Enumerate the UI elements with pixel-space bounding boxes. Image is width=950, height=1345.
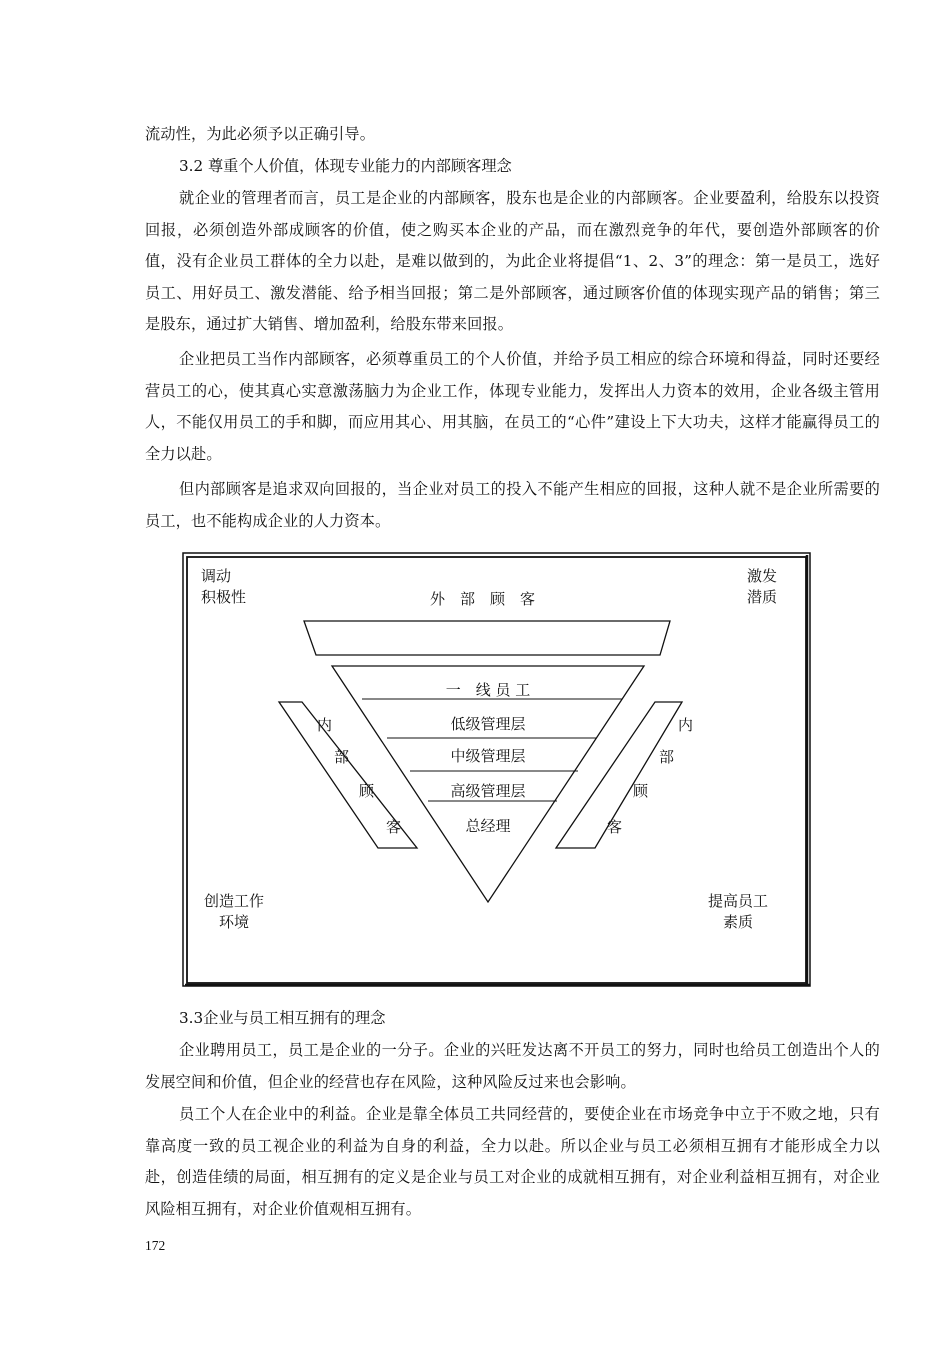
internal-customer-diagram xyxy=(182,552,812,988)
corner-label-bottom-right: 提高员工 素质 xyxy=(707,892,768,931)
paragraph-internal-customer: 就企业的管理者而言，员工是企业的内部顾客，股东也是企业的内部顾客。企业要盈利，给股东以投资回报，必须创造外部成顾客的价值，使之购买本企业的产品，而在激烈竞争的年代，要创造外部顾客的价值，没有企业员工群体的全力以赴，是难以做到的，为此企业将提倡“1、2、3”的理念：第一是员工，选好员工、用好员工、激发潜能、给予相当回报；第二是外部顾客，通过顾客价值的体现实现产品的销售；第三是股东，通过扩大销售、增加盈利，给股东带来回报。 xyxy=(145,189,880,334)
paragraph-mutual-ownership: 员工个人在企业中的利益。企业是靠全体员工共同经营的，要使企业在市场竞争中立于不败之地，只有靠高度一致的员工视企业的利益为自身的利益，全力以赴。所以企业与员工必须相互拥有才能形成全力以赴，创造佳绩的局面，相互拥有的定义是企业与员工对企业的成就相互拥有，对企业利益相互拥有，对企业风险相互拥有，对企业价值观相互拥有。 xyxy=(145,1105,880,1218)
level-junior-management: 低级管理层 xyxy=(450,715,526,733)
page-number: 172 xyxy=(145,1238,166,1253)
paragraph-continuation: 流动性，为此必须予以正确引导。 xyxy=(145,125,376,143)
inner-left-char-2: 部 xyxy=(334,748,350,766)
inner-right-char-4: 客 xyxy=(607,818,623,836)
inner-left-char-1: 内 xyxy=(317,716,333,734)
level-general-manager: 总经理 xyxy=(465,817,511,835)
inner-right-char-3: 顾 xyxy=(633,782,649,800)
outer-customer-label: 外 部 顾 客 xyxy=(430,590,536,608)
inner-left-char-4: 客 xyxy=(386,818,402,836)
level-frontline-staff: 一 线 员 工 xyxy=(445,681,531,699)
level-senior-management: 高级管理层 xyxy=(450,782,526,800)
inner-left-char-3: 顾 xyxy=(359,782,375,800)
corner-label-bottom-left: 创造工作 环境 xyxy=(203,892,264,931)
paragraph-employee-member: 企业聘用员工，员工是企业的一分子。企业的兴旺发达离不开员工的努力，同时也给员工创造出个人的发展空间和价值，但企业的经营也存在风险，这种风险反过来也会影响。 xyxy=(145,1041,880,1091)
paragraph-two-way-return: 但内部顾客是追求双向回报的，当企业对员工的投入不能产生相应的回报，这种人就不是企业所需要的员工，也不能构成企业的人力资本。 xyxy=(145,480,880,530)
corner-label-top-right: 激发 潜质 xyxy=(747,567,778,606)
outer-customer-band xyxy=(304,621,670,655)
corner-label-top-left: 调动 积极性 xyxy=(201,567,247,606)
level-middle-management: 中级管理层 xyxy=(450,747,526,765)
inner-right-char-2: 部 xyxy=(659,748,675,766)
section-heading-3-2: 3.2 尊重个人价值，体现专业能力的内部顾客理念 xyxy=(179,157,512,175)
section-heading-3-3: 3.3企业与员工相互拥有的理念 xyxy=(179,1009,386,1027)
paragraph-respect-employees: 企业把员工当作内部顾客，必须尊重员工的个人价值，并给予员工相应的综合环境和得益，同时还要经营员工的心，使其真心实意激荡脑力为企业工作，体现专业能力，发挥出人力资本的效用，企业各级主管用人，不能仅用员工的手和脚，而应用其心、用其脑，在员工的“心件”建设上下大功夫，这样才能赢得员工的全力以赴。 xyxy=(145,350,880,463)
inner-right-char-1: 内 xyxy=(678,716,694,734)
